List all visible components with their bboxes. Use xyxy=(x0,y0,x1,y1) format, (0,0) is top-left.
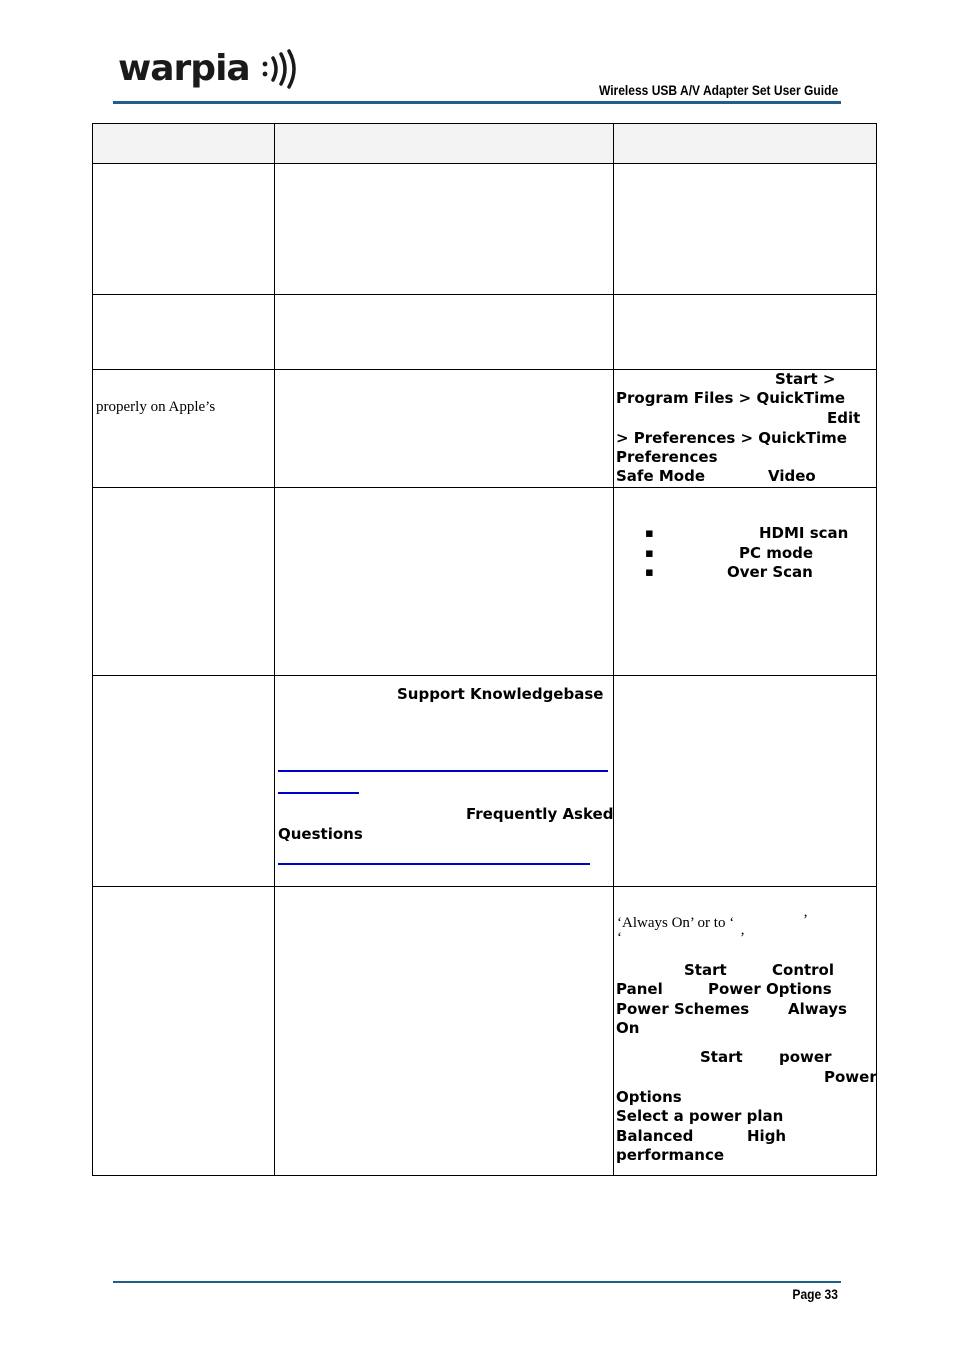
plan-balanced: Balanced xyxy=(616,1127,694,1145)
page-number: Page 33 xyxy=(792,1286,838,1302)
table-row xyxy=(93,164,877,295)
table-row-power xyxy=(93,887,877,1176)
support-knowledgebase-label: Support Knowledgebase xyxy=(397,685,604,703)
menu-path-start: Start > xyxy=(775,370,836,388)
menu-path-program-files: Program Files > QuickTime xyxy=(616,389,846,407)
header-cell-solution xyxy=(614,124,877,164)
knowledgebase-link[interactable] xyxy=(278,770,608,772)
cause-cell xyxy=(275,488,614,676)
solution-cell xyxy=(614,164,877,295)
search-power: power xyxy=(779,1048,832,1066)
table-row xyxy=(93,295,877,370)
safe-mode-option: Safe Mode xyxy=(616,467,705,485)
problem-cell xyxy=(93,887,275,1176)
power-quote-close2: ’ xyxy=(740,930,745,946)
option-always: Always xyxy=(788,1000,847,1018)
knowledgebase-link-continued[interactable] xyxy=(278,792,359,794)
cause-cell xyxy=(275,164,614,295)
bullet-icon: ▪ xyxy=(645,526,654,541)
option-on: On xyxy=(616,1019,640,1037)
menu-control: Control xyxy=(772,961,835,979)
solution-cell xyxy=(614,370,877,488)
logo-wordmark: warpia xyxy=(118,48,250,89)
menu-path-preferences: > Preferences > QuickTime xyxy=(616,429,847,447)
solution-cell xyxy=(614,488,877,676)
problem-cell xyxy=(93,164,275,295)
table-row-quicktime xyxy=(93,370,877,488)
menu-start: Start xyxy=(684,961,727,979)
document-title: Wireless USB A/V Adapter Set User Guide xyxy=(598,82,838,98)
plan-high: High xyxy=(747,1127,787,1145)
cause-cell xyxy=(275,370,614,488)
problem-text: properly on Apple’s xyxy=(96,399,216,415)
footer-rule xyxy=(113,1281,841,1283)
cause-cell xyxy=(275,676,614,887)
bullet-icon: ▪ xyxy=(645,546,654,561)
table-header-row xyxy=(93,124,877,164)
faq-link[interactable] xyxy=(278,863,590,865)
scan-option-hdmi: HDMI scan xyxy=(759,524,849,542)
select-power-plan: Select a power plan xyxy=(616,1107,784,1125)
problem-cell xyxy=(93,370,275,488)
scan-option-over-scan: Over Scan xyxy=(727,563,813,581)
scan-option-pc-mode: PC mode xyxy=(739,544,814,562)
problem-cell xyxy=(93,676,275,887)
video-option: Video xyxy=(768,467,816,485)
menu-power-options: Power Options xyxy=(708,980,832,998)
table-row-scan xyxy=(93,488,877,676)
faq-label-line2: Questions xyxy=(278,825,363,843)
bullet-icon: ▪ xyxy=(645,565,654,580)
solution-cell xyxy=(614,295,877,370)
problem-cell xyxy=(93,295,275,370)
power-quote-close: ’ xyxy=(803,912,808,928)
menu-panel: Panel xyxy=(616,980,663,998)
menu-power: Power xyxy=(824,1068,877,1086)
header-rule xyxy=(113,101,841,104)
power-quote-open2: ‘ xyxy=(617,930,622,946)
table-row-support xyxy=(93,676,877,887)
menu-start-2: Start xyxy=(700,1048,743,1066)
header-cell-problem xyxy=(93,124,275,164)
solution-cell xyxy=(614,676,877,887)
warpia-logo xyxy=(118,48,302,90)
problem-cell xyxy=(93,488,275,676)
menu-edit: Edit xyxy=(827,409,861,427)
menu-preferences: Preferences xyxy=(616,448,718,466)
header-cell-cause xyxy=(275,124,614,164)
cause-cell xyxy=(275,887,614,1176)
plan-performance: performance xyxy=(616,1146,725,1164)
troubleshooting-table xyxy=(92,123,877,1176)
cause-cell xyxy=(275,295,614,370)
power-quote-line1: ‘Always On’ or to ‘ xyxy=(617,915,735,931)
menu-options: Options xyxy=(616,1088,682,1106)
solution-cell xyxy=(614,887,877,1176)
menu-power-schemes: Power Schemes xyxy=(616,1000,750,1018)
faq-label-line1: Frequently Asked xyxy=(466,805,614,823)
